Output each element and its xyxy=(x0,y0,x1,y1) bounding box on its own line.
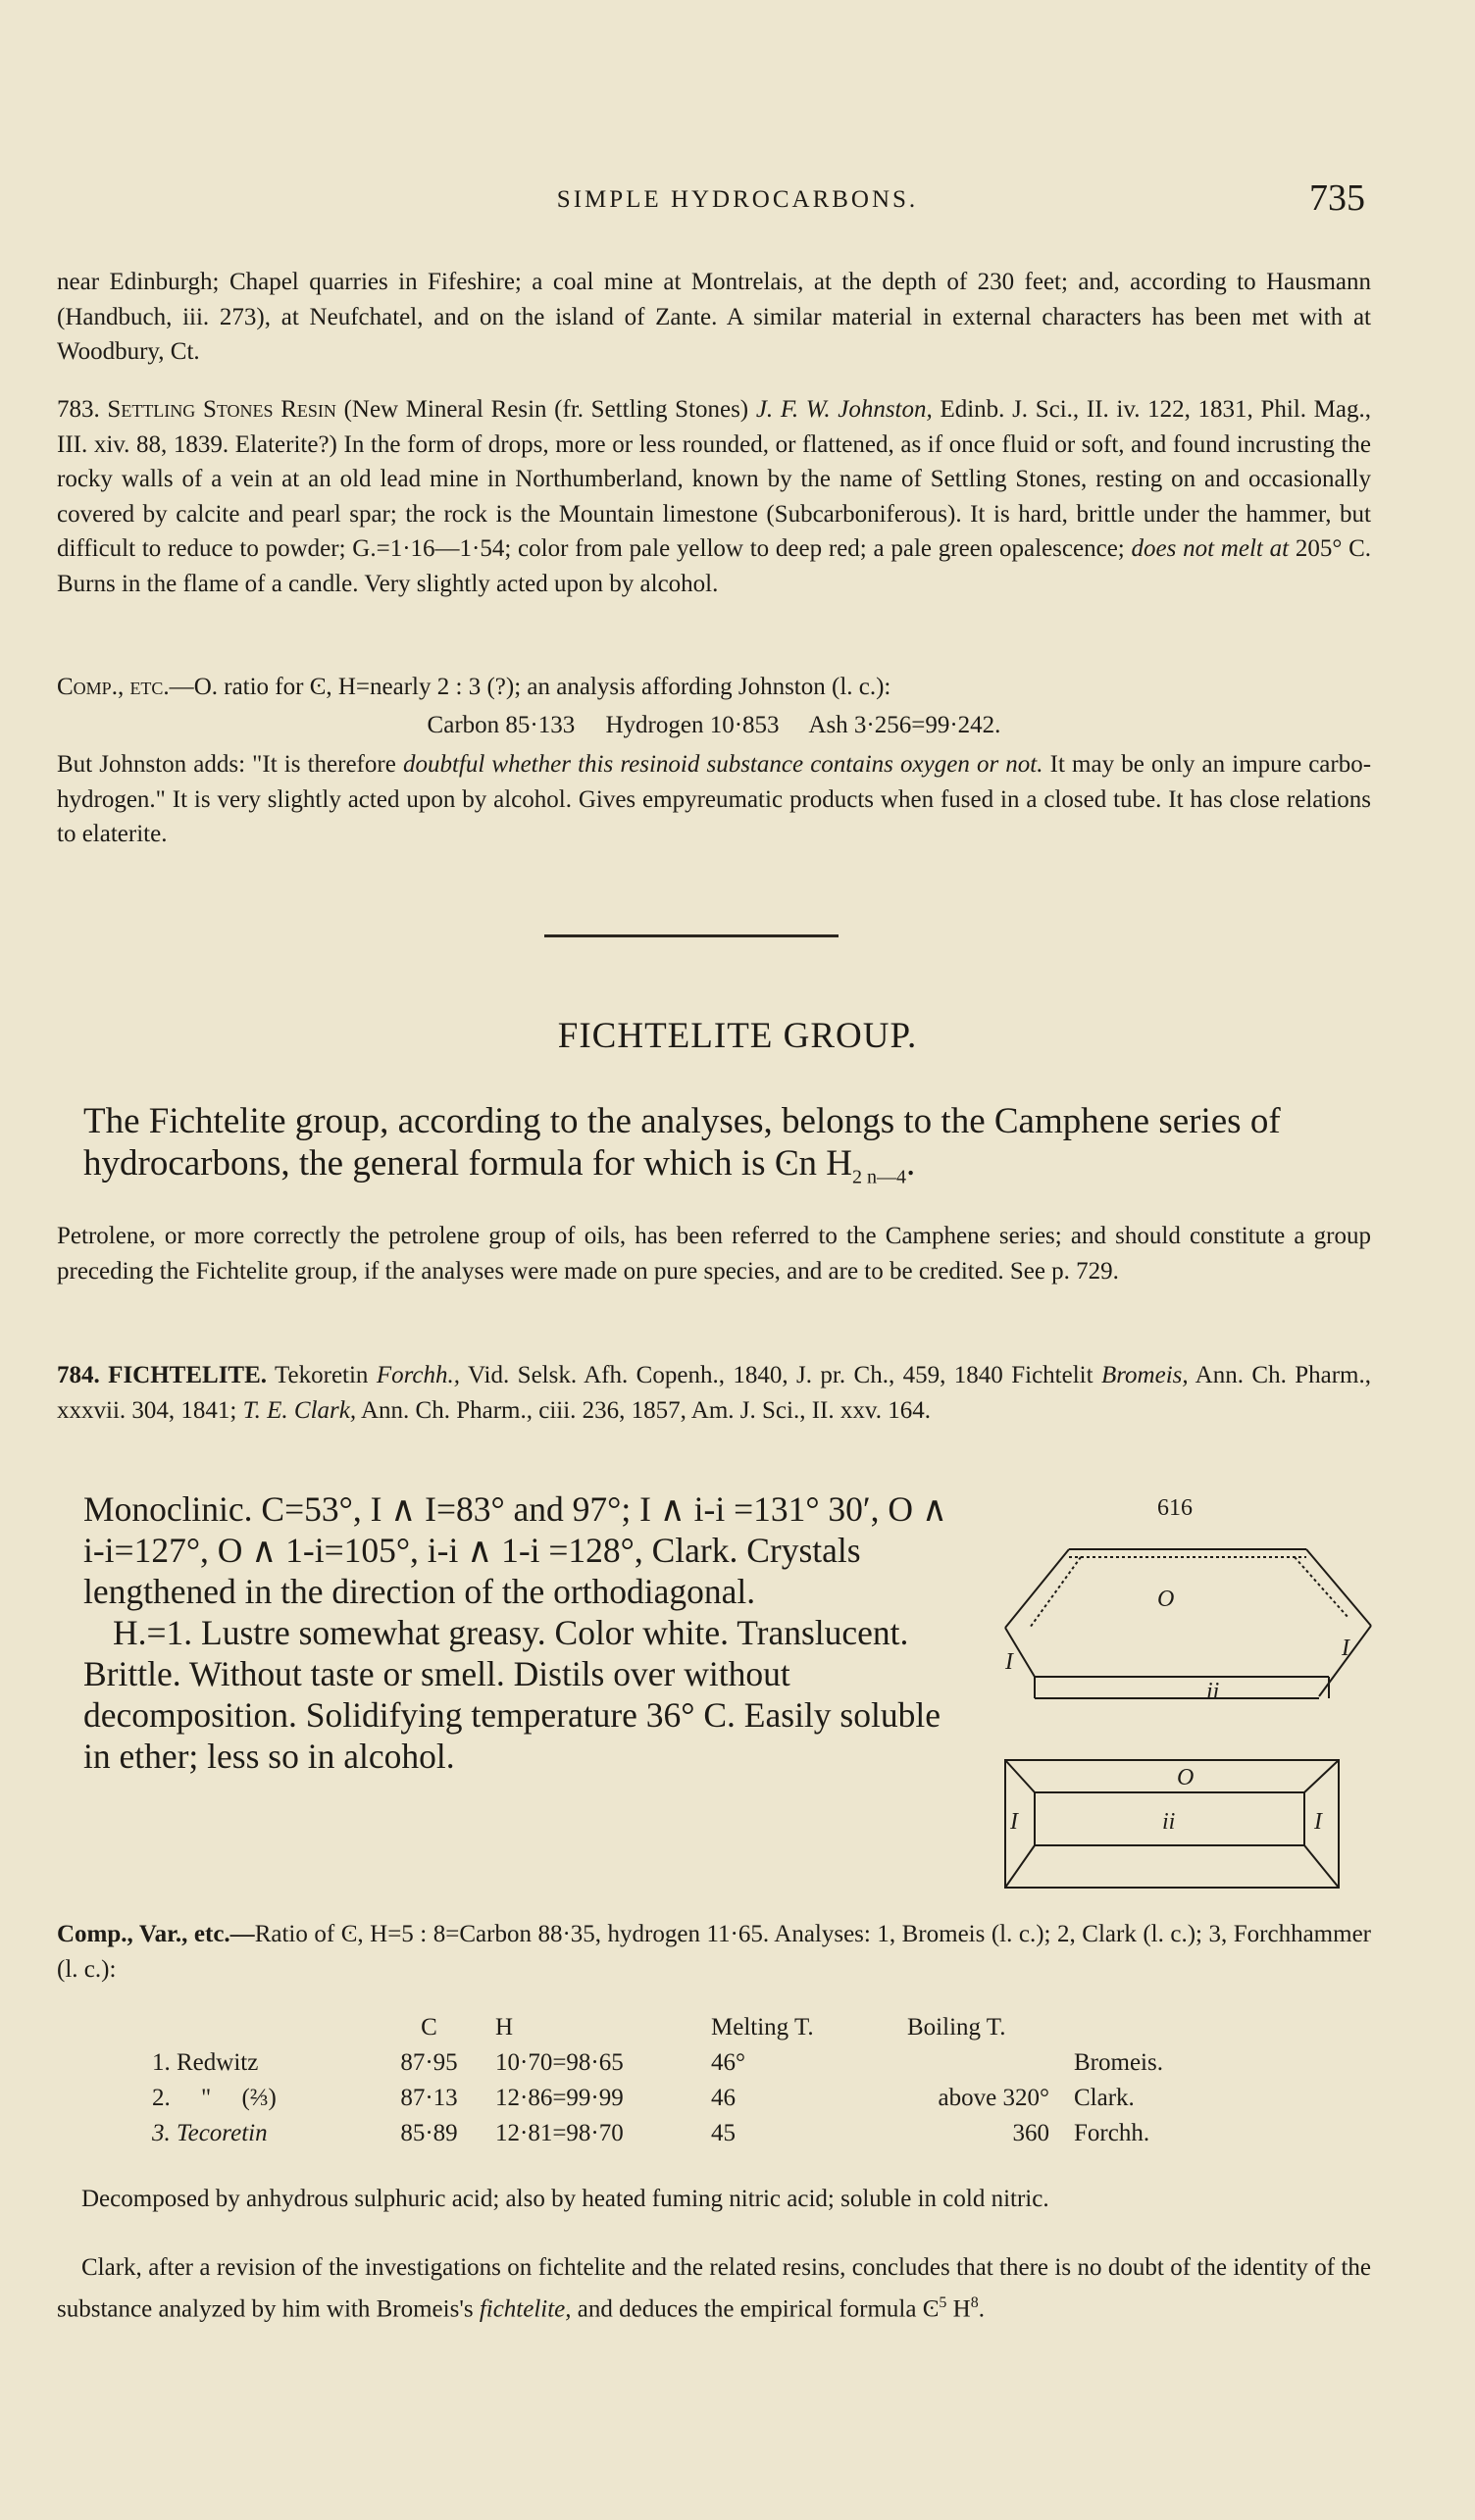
clark-conclusion: Clark, after a revision of the investigations on fichtelite and the related resins, concludes that there is no doubt of the identity of the substance analyzed by him with Bromeis's fichtelite, and deduces the empirical formula $Ͼ^5$ $H^8$. xyxy=(57,2254,1371,2322)
page-number: 735 xyxy=(1309,177,1365,219)
entry-783-text-b: Edinb. J. Sci., II. iv. 122, 1831, Phil. Mag., III. xiv. 88, 1839. Elaterite?) In the form of drops, more or less rounded, or flattened, as if once fluid or soft, and found incrusting the rocky walls of a vein at an old lead mine in Northumberland, known by the name of Settling Stones, resting on and occasionally covered by calcite and pearl spar; the rock is the Mountain limestone (Subcarboniferous). It is hard, brittle under the hammer, but difficult to reduce to powder; G.=1·16—1·54; color from pale yellow to deep red; a pale green opalescence; xyxy=(57,396,1372,562)
fichtelite-italic: fichtelite, xyxy=(479,2294,572,2322)
group-heading: FICHTELITE GROUP. xyxy=(557,1016,918,1056)
remarks-italic: doubtful whether this resinoid substance contains oxygen or not. xyxy=(402,751,1043,778)
entry-783-number: 783. xyxy=(57,396,100,423)
table-row: 3. Tecoretin 85·89 12·81=98·70 45 360 Forchh. xyxy=(152,2120,1150,2146)
fichtelite-description xyxy=(83,1488,961,1777)
table-row: 1. Redwitz 87·95 10·70=98·65 46° Bromeis. xyxy=(152,2049,1163,2076)
table-row: 2. " (⅔) 87·13 12·86=99·99 46 above 320° Clark. xyxy=(152,2085,1135,2111)
header-boiling: Boiling T. xyxy=(907,2014,1006,2041)
entry-784-synonymy: 784. FICHTELITE. Tekoretin Forchh., Vid. Selsk. Afh. Copenh., 1840, J. pr. Ch., 459, 1840 Fichtelit Bromeis, Ann. Ch. Pharm., xxxvii. 304, 1841; T. E. Clark, Ann. Ch. Pharm., ciii. 236, 1857, Am. J. Sci., II. xxv. 164. xyxy=(57,1362,1372,1424)
physical-description: H.=1. Lustre somewhat greasy. Color white. Translucent. Brittle. Without taste or smell. Distils over without decomposition. Solidifying temperature 36° C. Easily soluble in ether; less so in alcohol. xyxy=(83,1613,941,1776)
crystal-figure xyxy=(991,1539,1383,1902)
figure-number: 616 xyxy=(1157,1495,1193,1521)
face-label-I-bottom-right: I xyxy=(1314,1809,1322,1835)
face-label-I-bottom-left: I xyxy=(1010,1809,1018,1835)
lead-text: The Fichtelite group, according to the analyses, belongs to the Camphene series of hydrocarbons, the general formula for which is xyxy=(83,1101,1281,1184)
header-carbon: C xyxy=(421,2014,437,2041)
crystal-description: Monoclinic. C=53°, I ∧ I=83° and 97°; I ∧ i-i =131° 30′, O ∧ i-i=127°, O ∧ 1-i=105°, i-i ∧ 1-i =128°, Clark. Crystals lengthened in the direction of the orthodiagonal. xyxy=(83,1489,947,1611)
entry-784-title: 784. FICHTELITE. xyxy=(57,1362,268,1388)
entry-783-italic: does not melt at xyxy=(1131,535,1290,562)
decomposition-note: Decomposed by anhydrous sulphuric acid; also by heated fuming nitric acid; soluble in cold nitric. xyxy=(81,2186,1049,2212)
remarks-b: It may be only an impure carbo-hydrogen." It is very slightly acted upon by alcohol. Gives empyreumatic products when fused in a closed tube. It has close relations to elaterite. xyxy=(57,751,1372,847)
analyses-table xyxy=(152,2010,1163,2151)
comp-var-label: Comp., Var., etc.— xyxy=(57,1921,255,1947)
formula-subscript: 2 n—4 xyxy=(851,1166,906,1188)
entry-783-composition xyxy=(57,670,1371,705)
formula: Ͼn $H_{2 n—4}$. xyxy=(774,1143,916,1188)
face-label-I-top: I xyxy=(1342,1636,1349,1661)
section-divider xyxy=(544,934,839,937)
entry-783 xyxy=(57,392,1371,601)
entry-783-author: J. F. W. Johnston, xyxy=(755,396,933,423)
face-label-ii-bottom: ii xyxy=(1162,1809,1176,1835)
johnston-remarks xyxy=(57,747,1371,852)
petrolene-note: Petrolene, or more correctly the petrolene group of oils, has been referred to the Camphene series; and should constitute a group preceding the Fichtelite group, if the analyses were made on pure species, and are to be credited. See p. 729. xyxy=(57,1223,1371,1285)
header-melting: Melting T. xyxy=(711,2014,814,2041)
comp-label: Comp., etc.— xyxy=(57,674,194,700)
entry-783-text-a: (New Mineral Resin (fr. Settling Stones) xyxy=(343,396,749,423)
comp-text: O. ratio for Ͼ, H=nearly 2 : 3 (?); an analysis affording Johnston (l. c.): xyxy=(193,674,891,700)
johnston-analysis: Carbon 85·133 Hydrogen 10·853 Ash 3·256=99·242. xyxy=(427,712,1001,738)
intro-paragraph: near Edinburgh; Chapel quarries in Fifeshire; a coal mine at Montrelais, at the depth of 230 feet; and, according to Hausmann (Handbuch, iii. 273), at Neufchatel, and on the island of Zante. A similar material in external characters has been met with at Woodbury, Ct. xyxy=(57,269,1371,365)
table-header-row xyxy=(152,2010,1163,2045)
group-lead xyxy=(83,1100,1373,1198)
header-hydrogen: H xyxy=(495,2014,514,2041)
entry-783-text-d: 205° C. Burns in the flame of a candle. Very slightly acted upon by alcohol. xyxy=(57,535,1372,597)
face-label-I-left: I xyxy=(1005,1649,1013,1675)
running-title: SIMPLE HYDROCARBONS. xyxy=(556,186,919,213)
face-label-ii-top: ii xyxy=(1206,1679,1220,1704)
remarks-a: But Johnston adds: "It is therefore xyxy=(57,751,396,778)
face-label-o-bottom: O xyxy=(1177,1765,1195,1790)
comp-var-text: Ratio of Ͼ, H=5 : 8=Carbon 88·35, hydrogen 11·65. Analyses: 1, Bromeis (l. c.); 2, Clark (l. c.); 3, Forchhammer (l. c.): xyxy=(57,1921,1371,1983)
face-label-o-top: O xyxy=(1157,1587,1175,1612)
entry-784-composition xyxy=(57,1917,1371,1987)
entry-783-name: Settling Stones Resin xyxy=(107,396,336,423)
